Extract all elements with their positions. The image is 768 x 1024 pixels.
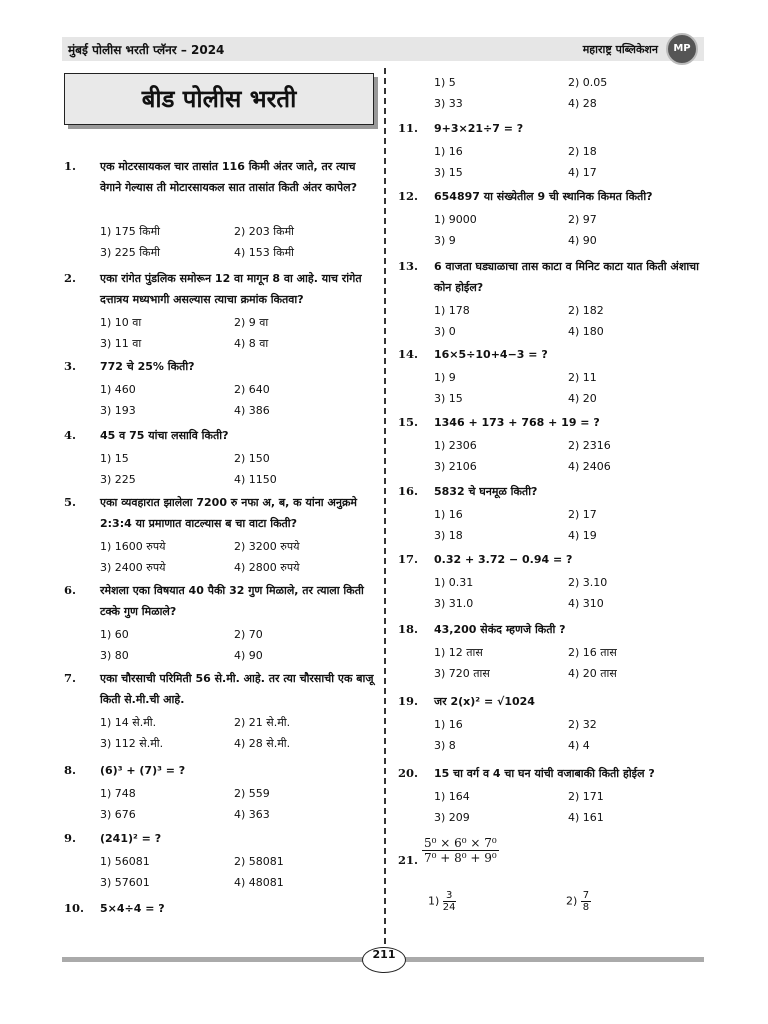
q21-option-1-num: 3 [443, 890, 456, 902]
option-2: 2) 58081 [234, 855, 284, 868]
option-3: 3) 57601 [100, 876, 150, 889]
option-2: 2) 640 [234, 383, 270, 396]
q21-option-2-num: 7 [582, 890, 590, 901]
option-3: 3) 15 [434, 392, 463, 405]
option-2: 2) 17 [568, 508, 597, 521]
option-4: 4) 153 किमी [234, 246, 295, 259]
question-number: 18. [398, 622, 419, 636]
question-number: 6. [64, 583, 77, 597]
option-3: 3) 209 [434, 811, 470, 824]
option-4: 4) 386 [234, 404, 270, 417]
option-3: 3) 112 से.मी. [100, 737, 164, 750]
question-text: 9+3×21÷7 = ? [434, 122, 524, 135]
option-3: 3) 2106 [434, 460, 477, 473]
option-4: 4) 20 [568, 392, 597, 405]
question-text: (241)² = ? [100, 832, 162, 845]
option-1: 1) 15 [100, 452, 129, 465]
option-4: 4) 17 [568, 166, 597, 179]
question-number: 3. [64, 359, 77, 373]
q21-option-2-label: 2) [566, 894, 578, 908]
option-3: 3) 15 [434, 166, 463, 179]
question-text: एका चौरसाची परिमिती 56 से.मी. आहे. तर त्या चौरसाची एक बाजू किती से.मी.ची आहे. [100, 672, 374, 706]
option-3: 3) 31.0 [434, 597, 474, 610]
question-number: 12. [398, 189, 419, 203]
option-1: 1) 175 किमी [100, 225, 161, 238]
page-number: 211 [362, 947, 406, 973]
option-4: 4) 90 [568, 234, 597, 247]
header-publisher: महाराष्ट्र पब्लिकेशन [582, 43, 658, 56]
option-2: 2) 2316 [568, 439, 611, 452]
option-2: 2) 16 तास [568, 646, 617, 659]
option-2: 2) 21 से.मी. [234, 716, 291, 729]
option-1: 1) 2306 [434, 439, 477, 452]
option-3: 3) 0 [434, 325, 456, 338]
q21-option-2 [566, 890, 591, 913]
question-text: 45 व 75 यांचा लसावि किती? [100, 429, 229, 442]
option-2: 2) 3.10 [568, 576, 608, 589]
option-1: 1) 14 से.मी. [100, 716, 157, 729]
option-1: 1) 16 [434, 145, 463, 158]
question-number: 21. [398, 853, 419, 867]
question-text: रमेशला एका विषयात 40 पैकी 32 गुण मिळाले, तर त्याला किती टक्के गुण मिळाले? [100, 584, 364, 618]
option-4: 4) 2800 रुपये [234, 561, 300, 574]
question-text: 654897 या संख्येतील 9 ची स्थानिक किमत किती? [434, 190, 653, 203]
option-4: 4) 90 [234, 649, 263, 662]
option-2: 2) 559 [234, 787, 270, 800]
question-text: 5×4÷4 = ? [100, 902, 165, 915]
option-3: 3) 676 [100, 808, 136, 821]
option-2: 2) 18 [568, 145, 597, 158]
question-number: 9. [64, 831, 77, 845]
question-text: 772 चे 25% किती? [100, 360, 195, 373]
option-1: 1) 5 [434, 76, 456, 89]
column-divider [384, 68, 386, 944]
option-4: 4) 161 [568, 811, 604, 824]
question-text: 1346 + 173 + 768 + 19 = ? [434, 416, 600, 429]
option-4: 4) 28 [568, 97, 597, 110]
question-text: 15 चा वर्ग व 4 चा घन यांची वजाबाकी किती होईल ? [434, 767, 655, 780]
option-1: 1) 178 [434, 304, 470, 317]
q21-option-1 [428, 890, 456, 913]
q21-expression [422, 836, 499, 865]
question-number: 16. [398, 484, 419, 498]
option-2: 2) 32 [568, 718, 597, 731]
option-3: 3) 11 वा [100, 337, 142, 350]
option-2: 2) 182 [568, 304, 604, 317]
option-1: 1) 16 [434, 718, 463, 731]
option-4: 4) 48081 [234, 876, 284, 889]
option-1: 1) 12 तास [434, 646, 483, 659]
question-text: 0.32 + 3.72 − 0.94 = ? [434, 553, 573, 566]
question-number: 19. [398, 694, 419, 708]
option-3: 3) 193 [100, 404, 136, 417]
question-text: 6 वाजता घड्याळाचा तास काटा व मिनिट काटा यात किती अंशाचा कोन होईल? [434, 260, 700, 294]
option-2: 2) 11 [568, 371, 597, 384]
question-number: 4. [64, 428, 77, 442]
option-2: 2) 203 किमी [234, 225, 295, 238]
question-number: 13. [398, 259, 419, 273]
question-text: (6)³ + (7)³ = ? [100, 764, 186, 777]
option-1: 1) 0.31 [434, 576, 474, 589]
option-2: 2) 150 [234, 452, 270, 465]
option-4: 4) 20 तास [568, 667, 617, 680]
option-2: 2) 3200 रुपये [234, 540, 300, 553]
option-3: 3) 225 किमी [100, 246, 161, 259]
option-1: 1) 60 [100, 628, 129, 641]
q21-option-1-label: 1) [428, 894, 440, 908]
question-text: एका व्यवहारात झालेला 7200 रु नफा अ, ब, क यांना अनुक्रमे 2:3:4 या प्रमाणात वाटल्यास ब चा वाटा किती? [100, 496, 358, 530]
option-1: 1) 10 वा [100, 316, 142, 329]
option-1: 1) 460 [100, 383, 136, 396]
option-3: 3) 720 तास [434, 667, 490, 680]
question-number: 1. [64, 159, 77, 173]
option-4: 4) 19 [568, 529, 597, 542]
question-number: 14. [398, 347, 419, 361]
option-3: 3) 18 [434, 529, 463, 542]
option-1: 1) 16 [434, 508, 463, 521]
option-2: 2) 171 [568, 790, 604, 803]
question-number: 11. [398, 121, 419, 135]
option-1: 1) 748 [100, 787, 136, 800]
option-2: 2) 97 [568, 213, 597, 226]
option-3: 3) 33 [434, 97, 463, 110]
question-number: 5. [64, 495, 77, 509]
option-2: 2) 0.05 [568, 76, 608, 89]
option-4: 4) 1150 [234, 473, 277, 486]
option-3: 3) 8 [434, 739, 456, 752]
q21-numerator: 5⁰ × 6⁰ × 7⁰ [424, 836, 497, 850]
option-1: 1) 164 [434, 790, 470, 803]
option-4: 4) 2406 [568, 460, 611, 473]
q21-denominator: 7⁰ + 8⁰ + 9⁰ [424, 851, 497, 865]
question-text: 43,200 सेकंद म्हणजे किती ? [434, 623, 566, 636]
option-3: 3) 2400 रुपये [100, 561, 166, 574]
option-4: 4) 180 [568, 325, 604, 338]
publisher-logo: MP [666, 33, 698, 65]
question-text: एक मोटरसायकल चार तासांत 116 किमी अंतर जाते, तर त्याच वेगाने गेल्यास ती मोटारसायकल सात तासांत किती अंतर कापेल? [100, 160, 357, 194]
question-number: 17. [398, 552, 419, 566]
question-text: 5832 चे घनमूळ किती? [434, 485, 538, 498]
page-header [62, 37, 704, 61]
question-number: 10. [64, 901, 85, 915]
q21-option-2-den: 8 [582, 902, 590, 913]
question-text: एका रांगेत पुंडलिक समोरून 12 वा मागून 8 वा आहे. याच रांगेत दत्तात्रय मध्यभागी असल्यास त्याचा क्रमांक कितवा? [100, 272, 362, 306]
option-3: 3) 225 [100, 473, 136, 486]
option-1: 1) 9000 [434, 213, 477, 226]
section-title: बीड पोलीस भरती [64, 73, 374, 125]
option-2: 2) 70 [234, 628, 263, 641]
option-1: 1) 1600 रुपये [100, 540, 166, 553]
q21-option-1-den: 24 [442, 902, 456, 913]
question-text: 16×5÷10+4−3 = ? [434, 348, 548, 361]
question-number: 15. [398, 415, 419, 429]
option-4: 4) 310 [568, 597, 604, 610]
option-4: 4) 363 [234, 808, 270, 821]
option-3: 3) 80 [100, 649, 129, 662]
question-number: 7. [64, 671, 77, 685]
option-1: 1) 56081 [100, 855, 150, 868]
question-number: 8. [64, 763, 77, 777]
option-4: 4) 8 वा [234, 337, 269, 350]
option-1: 1) 9 [434, 371, 456, 384]
question-text: जर 2(x)² = √1024 [434, 695, 535, 708]
option-4: 4) 28 से.मी. [234, 737, 291, 750]
header-book-title: मुंबई पोलीस भरती प्लॅनर – 2024 [68, 43, 225, 57]
question-number: 2. [64, 271, 77, 285]
question-number: 20. [398, 766, 419, 780]
option-3: 3) 9 [434, 234, 456, 247]
option-2: 2) 9 वा [234, 316, 269, 329]
option-4: 4) 4 [568, 739, 590, 752]
